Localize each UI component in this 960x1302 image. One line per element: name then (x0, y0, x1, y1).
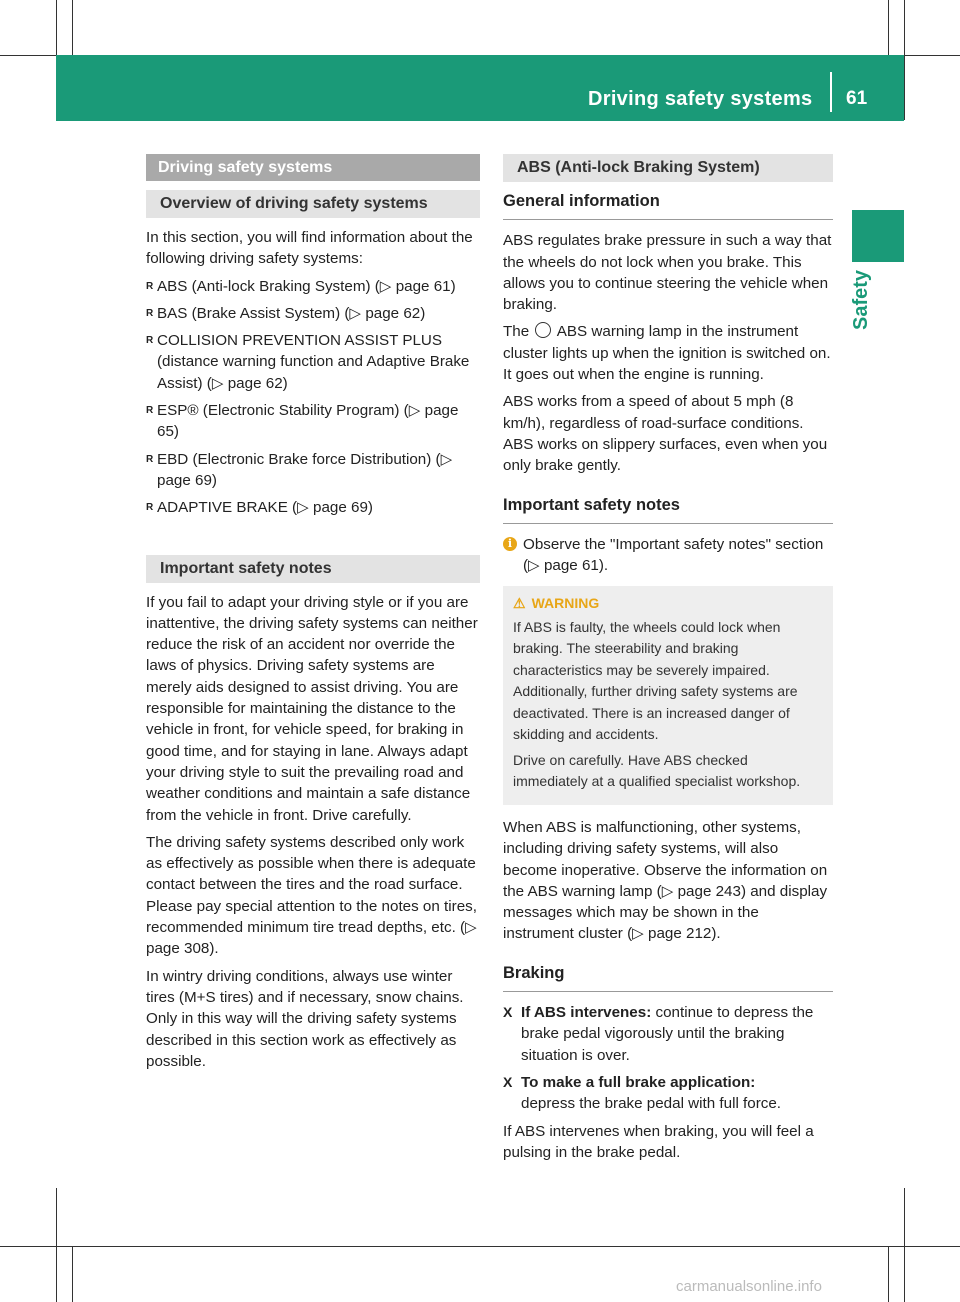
general-paragraph: ABS regulates brake pressure in such a way that the wheels do not lock when you brake. This allows you to continue steering the vehicle when braking. (503, 232, 832, 314)
header-divider (830, 72, 832, 112)
crop-mark (888, 0, 889, 55)
crop-mark (904, 0, 905, 120)
step-bold: To make a full brake application: (521, 1073, 756, 1091)
list-item: R EBD (Electronic Brake force Distribution) (▷ page 69) (146, 449, 480, 492)
abs-section-title: ABS (Anti-lock Braking System) (503, 154, 833, 182)
abs-safety-heading: Important safety notes (503, 495, 833, 524)
warning-text: If ABS is faulty, the wheels could lock when braking. The steerability and braking characteristics may be severely impaired. Additionally, further driving safety systems are deactivated. There is an increased danger of skidding and accidents. (513, 618, 798, 743)
section-title: Driving safety systems (146, 154, 480, 181)
list-item: R ABS (Anti-lock Braking System) (▷ page 61) (146, 276, 480, 297)
chapter-label: Safety (850, 269, 872, 330)
braking-heading: Braking (503, 963, 833, 992)
crop-mark (0, 1246, 960, 1247)
crop-mark (904, 1188, 905, 1302)
safety-paragraph: If you fail to adapt your driving style or if you are inattentive, the driving safety systems can neither reduce the risk of an accident nor override the laws of physics. Driving safety systems are merely aids designed to assist driving. You are responsible for maintaining the distance to the vehicle in front, for vehicle speed, for braking in good time, and for staying in lane. Always adapt your driving style to suit the prevailing road and weather conditions and maintain a safe distance from the vehicle in front. Drive carefully. (146, 593, 478, 824)
warning-triangle-icon: ⚠ (513, 595, 526, 612)
general-paragraph: ABS works from a speed of about 5 mph (8 km/h), regardless of road-surface conditions. ABS works on slippery surfaces, even when you only brake gently. (503, 393, 828, 475)
abs-warning-lamp-icon (535, 322, 551, 338)
left-column (146, 154, 480, 1078)
step-text: continue to depress the brake pedal vigorously until the braking situation is over. (521, 1004, 814, 1064)
crop-mark (56, 1188, 57, 1302)
overview-heading: Overview of driving safety systems (146, 190, 480, 218)
crop-mark (72, 1246, 73, 1302)
step-bold: If ABS intervenes: (521, 1004, 652, 1022)
final-paragraph: If ABS intervenes when braking, you will feel a pulsing in the brake pedal. (503, 1122, 814, 1161)
right-column (503, 154, 833, 1169)
warning-box (503, 586, 833, 805)
overview-intro: In this section, you will find information about the following driving safety systems: (146, 229, 473, 268)
malfunction-paragraph: When ABS is malfunctioning, other systems, including driving safety systems, will also become inoperative. Observe the information on the ABS warning lamp (▷ page 243) and display messages which may be shown in the instrument cluster (▷ page 212). (503, 818, 828, 943)
list-item: R COLLISION PREVENTION ASSIST PLUS (distance warning function and Adaptive Brake Assist) (▷ page 62) (146, 330, 480, 394)
list-item: R ADAPTIVE BRAKE (▷ page 69) (146, 497, 480, 518)
warning-header (513, 593, 823, 615)
page-header-title: Driving safety systems (588, 88, 813, 110)
text-span: ABS warning lamp in the instrument cluster lights up when the ignition is switched on. It goes out when the engine is running. (503, 323, 831, 384)
general-info-heading: General information (503, 191, 833, 220)
general-paragraph (503, 321, 833, 385)
text-span: The (503, 323, 530, 341)
warning-label: WARNING (531, 595, 600, 612)
info-icon: i (503, 537, 517, 551)
step-item (503, 1072, 833, 1115)
safety-paragraph: The driving safety systems described only work as effectively as possible when there is adequate contact between the tires and the road surface. Please pay special attention to the notes on tires, recommended minimum tire tread depths, etc. (▷ page 308). (146, 833, 477, 958)
list-item: R BAS (Brake Assist System) (▷ page 62) (146, 303, 480, 324)
warning-text: Drive on carefully. Have ABS checked immediately at a qualified specialist workshop. (513, 751, 801, 790)
watermark: carmanualsonline.info (676, 1278, 822, 1295)
info-text: Observe the "Important safety notes" section (▷ page 61). (523, 535, 824, 575)
step-item (503, 1002, 833, 1066)
crop-mark (72, 0, 73, 55)
info-note (503, 534, 833, 577)
systems-list (146, 276, 480, 519)
step-text: depress the brake pedal with full force. (521, 1095, 782, 1113)
page-number: 61 (846, 88, 868, 109)
crop-mark (888, 1246, 889, 1302)
list-item: R ESP® (Electronic Stability Program) (▷ page 65) (146, 400, 480, 443)
safety-notes-heading: Important safety notes (146, 555, 480, 583)
chapter-tab (852, 210, 904, 262)
safety-paragraph: In wintry driving conditions, always use winter tires (M+S tires) and if necessary, snow chains. Only in this way will the driving safety systems described in this section work as effectively as possible. (146, 967, 464, 1070)
